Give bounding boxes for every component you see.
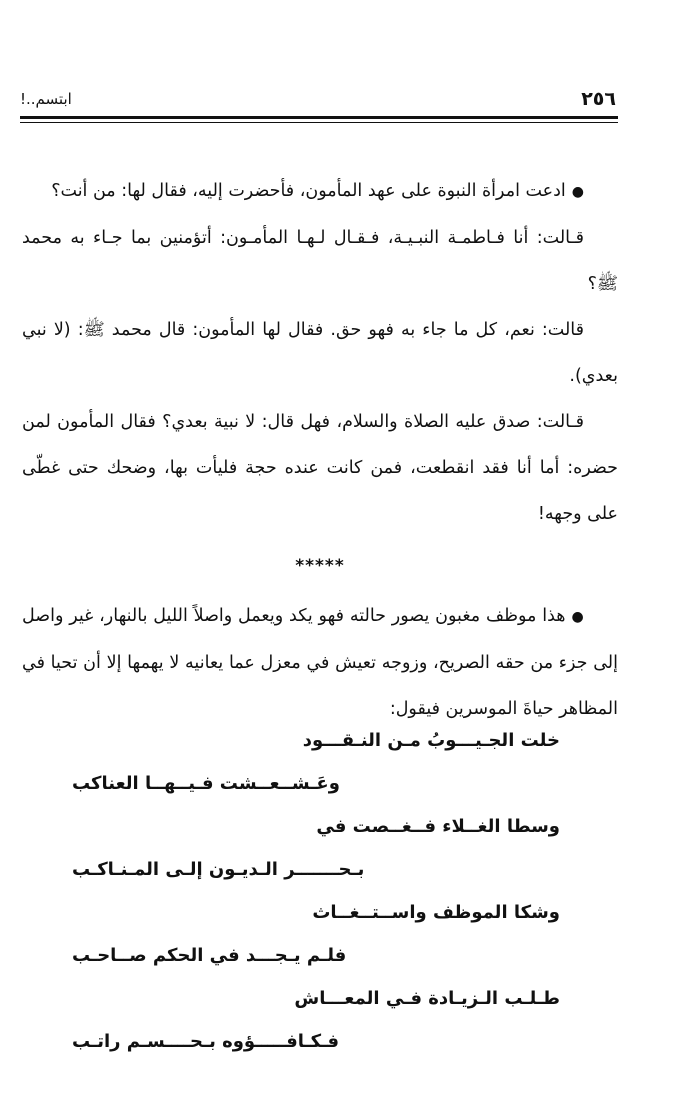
- page-header: [20, 88, 616, 114]
- paragraph-3: قالت: نعم، كل ما جاء به فهو حق. فقال لها المأمون: قال محمد ﷺ: (لا نبي بعدي).: [22, 320, 618, 386]
- verse-4-second-hemistich: فـكـافـــــؤوه بـحــــسـم راتـب: [72, 1031, 340, 1052]
- paragraph-1: [22, 168, 618, 215]
- bullet-icon: ●: [571, 184, 584, 200]
- poem: [60, 730, 560, 1070]
- section-separator: *****: [295, 556, 345, 576]
- paragraph-5: [22, 593, 618, 732]
- paragraph-4: قـالت: صدق عليه الصلاة والسلام، فهل قال: لا نبية بعدي؟ فقال المأمون لمن حضره: أما أنا فقد انقطعت، فمن كانت عنده حجة فليأت بها، وضحك حتى غطّى على وجهه!: [22, 412, 618, 524]
- verse-3-first-hemistich: وشكا الموظف واســتــغــاث: [312, 902, 560, 923]
- verse-2-second-hemistich: بـحـــــــر الـديـون إلـى المـنـاكـب: [72, 859, 365, 880]
- header-rule-thick: [20, 116, 618, 119]
- verse-4-first-hemistich: طـلـب الـزيـادة فـي المعـــاش: [294, 988, 560, 1009]
- verse-1-second-hemistich: وعَـشــعــشت فـيــهــا العناكب: [72, 773, 340, 794]
- bullet-icon: ●: [571, 609, 585, 625]
- verse-2-first-hemistich: وسطا الغــلاء فــغــصت في: [316, 816, 560, 837]
- verse-3-second-hemistich: فلـم يـجـــد في الحكم صــاحـب: [72, 945, 347, 966]
- body-text: [22, 168, 618, 732]
- header-rule-thin: [20, 122, 618, 123]
- paragraph-1-text: ادعت امرأة النبوة على عهد المأمون، فأحضرت إليه، فقال لها: من أنت؟: [51, 181, 566, 201]
- page-number: ٢٥٦: [581, 88, 616, 110]
- verse-1-first-hemistich: خلت الجـيـــوبُ مـن النـقـــود: [302, 730, 560, 751]
- paragraph-2: قـالت: أنا فـاطمـة النبـيـة، فـقـال لـهـا المأمـون: أتؤمنين بما جـاء به محمد ﷺ؟: [22, 228, 618, 294]
- running-title: ابتسم..!: [20, 90, 72, 108]
- paragraph-5-text: هذا موظف مغبون يصور حالته فهو يكد ويعمل واصلاً الليل بالنهار، غير واصل إلى جزء من حقه الصريح، وزوجه تعيش في معزل عما يعانيه لا يهمها إلا أن تحيا في المظاهر حياةَ الموسرين فيقول:: [22, 606, 618, 719]
